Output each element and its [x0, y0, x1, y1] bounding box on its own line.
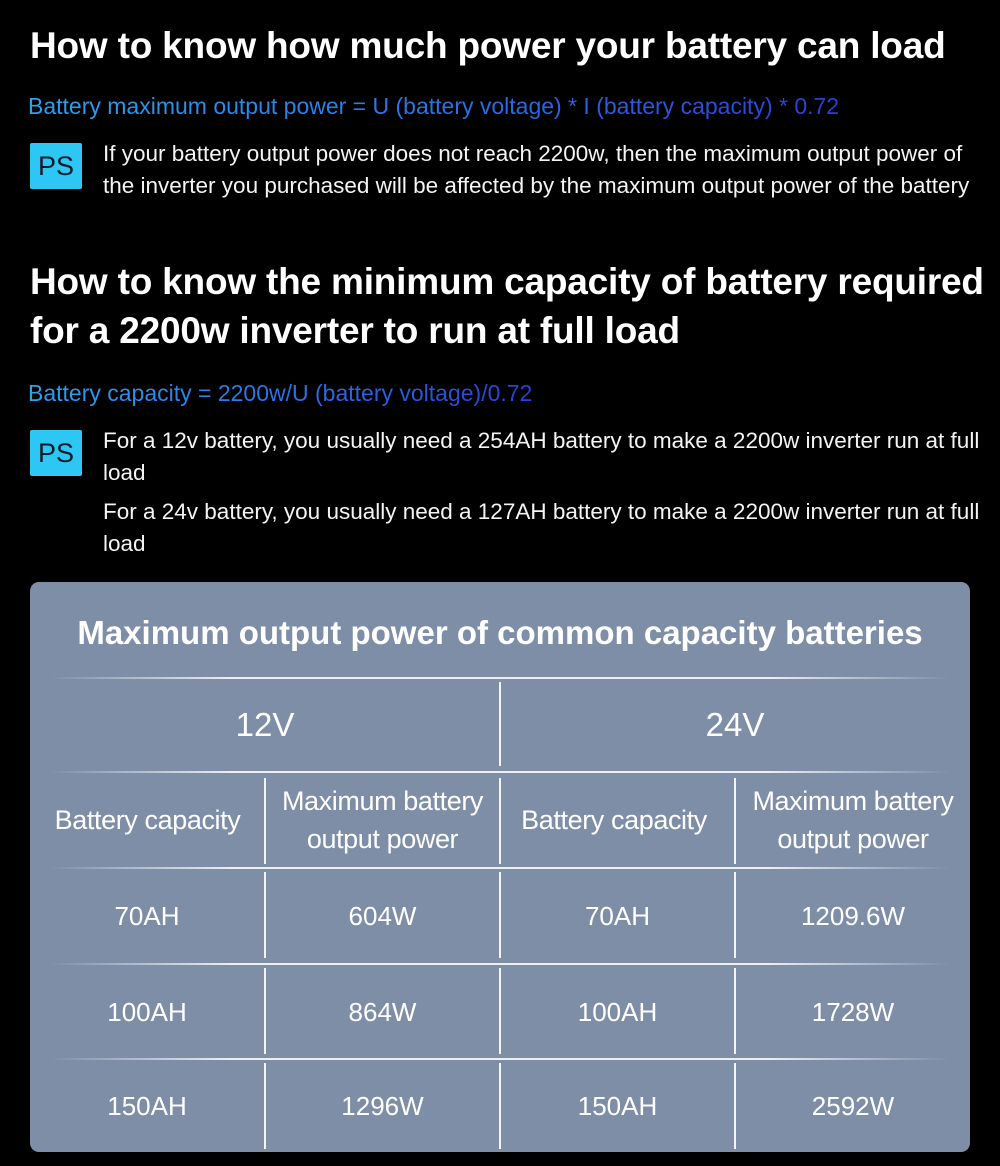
table-cell: 1296W — [341, 1091, 424, 1121]
ps-badge: PS — [30, 143, 82, 189]
group-header-24v: 24V — [705, 706, 765, 743]
section2-heading-line1: How to know the minimum capacity of battery required — [30, 261, 984, 302]
battery-table-panel — [30, 582, 970, 1152]
table-cell: 1728W — [811, 996, 895, 1027]
col-header-capacity-24v: Battery capacity — [521, 805, 707, 835]
table-title: Maximum output power of common capacity batteries — [77, 614, 923, 651]
section2-heading-line2: for a 2200w inverter to run at full load — [30, 310, 680, 351]
table-divider — [50, 771, 950, 773]
table-cell: 864W — [348, 996, 417, 1027]
group-header-12v: 12V — [235, 706, 295, 743]
ps-note: If your battery output power does not reach 2200w, then the maximum output power of the inverter you purchased will be affected by the maximum output power of the battery — [103, 141, 970, 198]
table-cell: 70AH — [114, 900, 180, 931]
table-cell: 604W — [348, 900, 417, 931]
table-col-divider — [499, 778, 501, 864]
table-cell: 70AH — [584, 900, 651, 931]
ps-note-12v: For a 12v battery, you usually need a 254AH battery to make a 2200w inverter run at full load — [103, 428, 980, 485]
col-header-power-12v: Maximum battery output power — [281, 786, 484, 854]
ps-badge: PS — [30, 430, 82, 476]
table-cell: 2592W — [811, 1091, 895, 1121]
col-header-power-24v: Maximum battery output power — [752, 786, 954, 854]
table-divider — [50, 677, 950, 679]
ps-note-24v: For a 24v battery, you usually need a 127AH battery to make a 2200w inverter run at full load — [103, 499, 980, 556]
table-cell: 1209.6W — [800, 900, 906, 931]
capacity-formula: Battery capacity = 2200w/U (battery voltage)/0.72 — [28, 377, 532, 409]
output-power-formula: Battery maximum output power = U (battery voltage) * I (battery capacity) * 0.72 — [28, 90, 839, 122]
table-cell: 100AH — [577, 996, 658, 1027]
table-cell: 150AH — [577, 1091, 658, 1121]
table-cell: 100AH — [107, 996, 187, 1027]
col-header-capacity-12v: Battery capacity — [54, 805, 241, 835]
section1-heading: How to know how much power your battery can load — [30, 25, 946, 66]
table-cell: 150AH — [107, 1091, 187, 1121]
